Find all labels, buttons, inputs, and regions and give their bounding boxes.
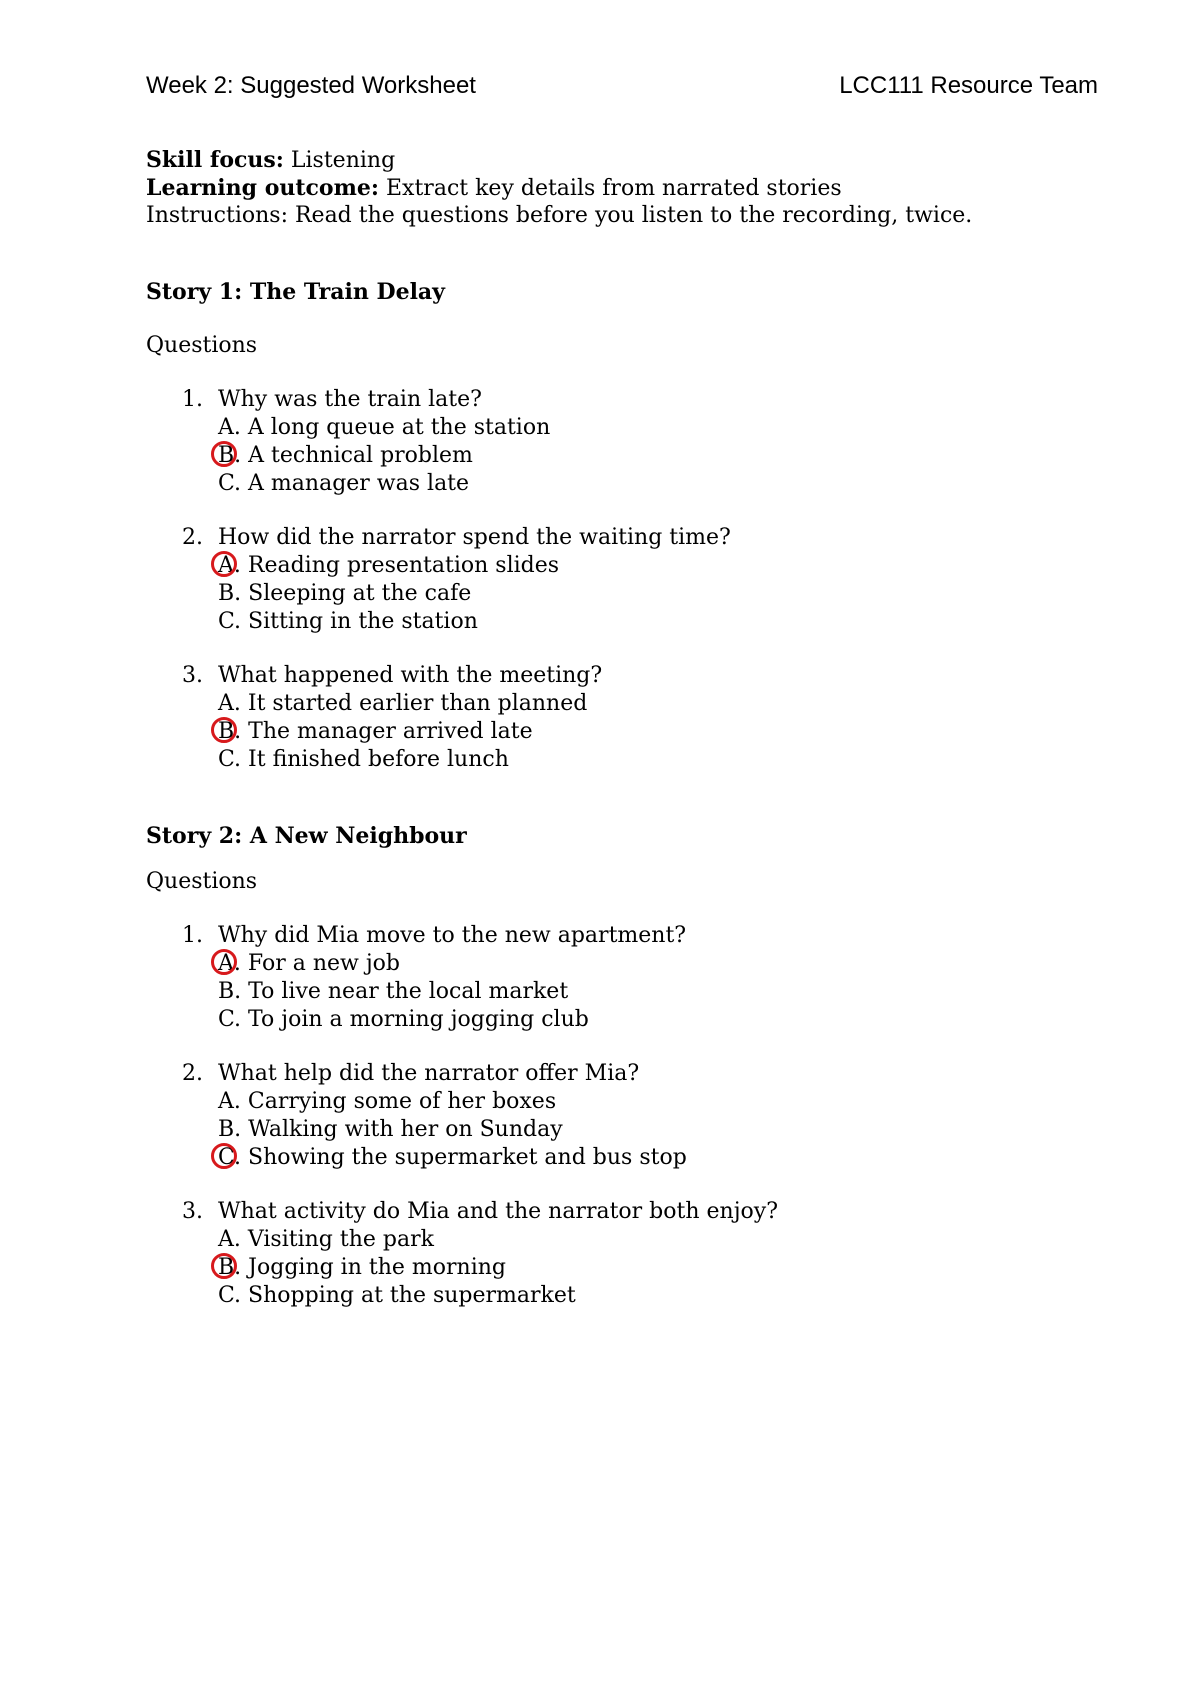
question-number: 1. [182, 387, 203, 412]
answer-option [146, 580, 1106, 608]
option-letter-text: B. [218, 719, 242, 744]
question-number: 1. [182, 923, 203, 948]
question-text: What happened with the meeting? [218, 663, 603, 688]
option-letter [218, 580, 241, 608]
option-letter [218, 552, 241, 580]
option-letter-text: A. [218, 691, 241, 716]
option-text: Shopping at the supermarket [248, 1283, 576, 1308]
option-letter-text: B. [218, 979, 242, 1004]
option-letter-text: B. [218, 1255, 242, 1280]
story-1-question-list [146, 386, 1106, 774]
option-letter-text: C. [218, 609, 242, 634]
option-letter [218, 1116, 241, 1144]
answer-option [146, 414, 1106, 442]
option-letter [218, 608, 241, 636]
option-letter-text: C. [218, 747, 242, 772]
answer-option [146, 552, 1106, 580]
instructions: Instructions: Read the questions before you listen to the recording, twice. [146, 203, 973, 228]
answer-option [146, 1144, 1106, 1172]
learning-outcome-label: Learning outcome: [146, 175, 379, 201]
answer-option [146, 1282, 1106, 1310]
option-text: To join a morning jogging club [248, 1007, 589, 1032]
option-letter [218, 470, 241, 498]
answer-option [146, 470, 1106, 498]
option-text: A manager was late [248, 471, 470, 496]
option-text: A long queue at the station [247, 415, 551, 440]
option-letter [218, 1144, 241, 1172]
option-text: It started earlier than planned [247, 691, 588, 716]
question-text: What help did the narrator offer Mia? [218, 1061, 640, 1086]
story-2-questions-label: Questions [146, 869, 258, 894]
option-letter [218, 746, 241, 774]
option-letter-text: B. [218, 443, 242, 468]
story-2-title: Story 2: A New Neighbour [146, 823, 467, 849]
question [146, 922, 1106, 950]
question-text: How did the narrator spend the waiting time? [218, 525, 731, 550]
question-number: 3. [182, 663, 203, 688]
learning-outcome-value: Extract key details from narrated stories [386, 176, 842, 201]
option-text: To live near the local market [248, 979, 569, 1004]
option-letter [218, 1088, 241, 1116]
question [146, 662, 1106, 690]
option-text: Sitting in the station [248, 609, 478, 634]
answer-option [146, 1226, 1106, 1254]
story-1-questions-label: Questions [146, 333, 258, 358]
option-letter [218, 950, 241, 978]
option-letter-text: B. [218, 581, 242, 606]
option-text: For a new job [247, 951, 400, 976]
story-1-title: Story 1: The Train Delay [146, 279, 445, 305]
page-header [146, 72, 1098, 100]
option-letter-text: C. [218, 471, 242, 496]
question-text: What activity do Mia and the narrator both enjoy? [218, 1199, 778, 1224]
option-letter-text: A. [218, 951, 241, 976]
option-letter-text: A. [218, 415, 241, 440]
answer-option [146, 978, 1106, 1006]
option-letter [218, 978, 241, 1006]
skill-focus [146, 146, 1106, 174]
answer-option [146, 608, 1106, 636]
option-text: Visiting the park [247, 1227, 434, 1252]
option-letter-text: A. [218, 1227, 241, 1252]
answer-option [146, 746, 1106, 774]
answer-option [146, 690, 1106, 718]
skill-focus-label: Skill focus: [146, 147, 284, 173]
learning-outcome [146, 174, 1106, 202]
answer-option [146, 442, 1106, 470]
option-letter [218, 414, 241, 442]
answer-option [146, 1006, 1106, 1034]
option-text: Jogging in the morning [248, 1255, 506, 1280]
answer-option [146, 950, 1106, 978]
option-text: Reading presentation slides [247, 553, 560, 578]
worksheet-content [146, 146, 1106, 1310]
option-letter [218, 442, 241, 470]
option-text: The manager arrived late [248, 719, 533, 744]
question-number: 3. [182, 1199, 203, 1224]
answer-option [146, 1254, 1106, 1282]
option-text: Sleeping at the cafe [248, 581, 472, 606]
answer-option [146, 1088, 1106, 1116]
question-block [146, 922, 1106, 1034]
answer-option [146, 718, 1106, 746]
header-title: Week 2: Suggested Worksheet [146, 72, 476, 99]
option-letter [218, 1006, 241, 1034]
option-text: Showing the supermarket and bus stop [248, 1145, 687, 1170]
header-team: LCC111 Resource Team [839, 72, 1098, 99]
answer-option [146, 1116, 1106, 1144]
skill-focus-value: Listening [290, 148, 396, 173]
question-block [146, 524, 1106, 636]
question-number: 2. [182, 525, 203, 550]
question-number: 2. [182, 1061, 203, 1086]
option-text: It finished before lunch [248, 747, 509, 772]
question-block [146, 386, 1106, 498]
option-letter [218, 1226, 241, 1254]
option-letter-text: C. [218, 1283, 242, 1308]
question [146, 386, 1106, 414]
option-text: Walking with her on Sunday [248, 1117, 563, 1142]
option-letter [218, 690, 241, 718]
question-block [146, 662, 1106, 774]
question-text: Why did Mia move to the new apartment? [218, 923, 687, 948]
option-letter-text: C. [218, 1145, 242, 1170]
option-text: A technical problem [248, 443, 473, 468]
story-2-question-list [146, 922, 1106, 1310]
option-letter-text: A. [218, 553, 241, 578]
question [146, 1198, 1106, 1226]
question-block [146, 1060, 1106, 1172]
option-text: Carrying some of her boxes [247, 1089, 557, 1114]
option-letter [218, 1282, 241, 1310]
option-letter-text: C. [218, 1007, 242, 1032]
option-letter [218, 718, 241, 746]
question-text: Why was the train late? [218, 387, 482, 412]
option-letter [218, 1254, 241, 1282]
option-letter-text: A. [218, 1089, 241, 1114]
question-block [146, 1198, 1106, 1310]
option-letter-text: B. [218, 1117, 242, 1142]
question [146, 524, 1106, 552]
question [146, 1060, 1106, 1088]
